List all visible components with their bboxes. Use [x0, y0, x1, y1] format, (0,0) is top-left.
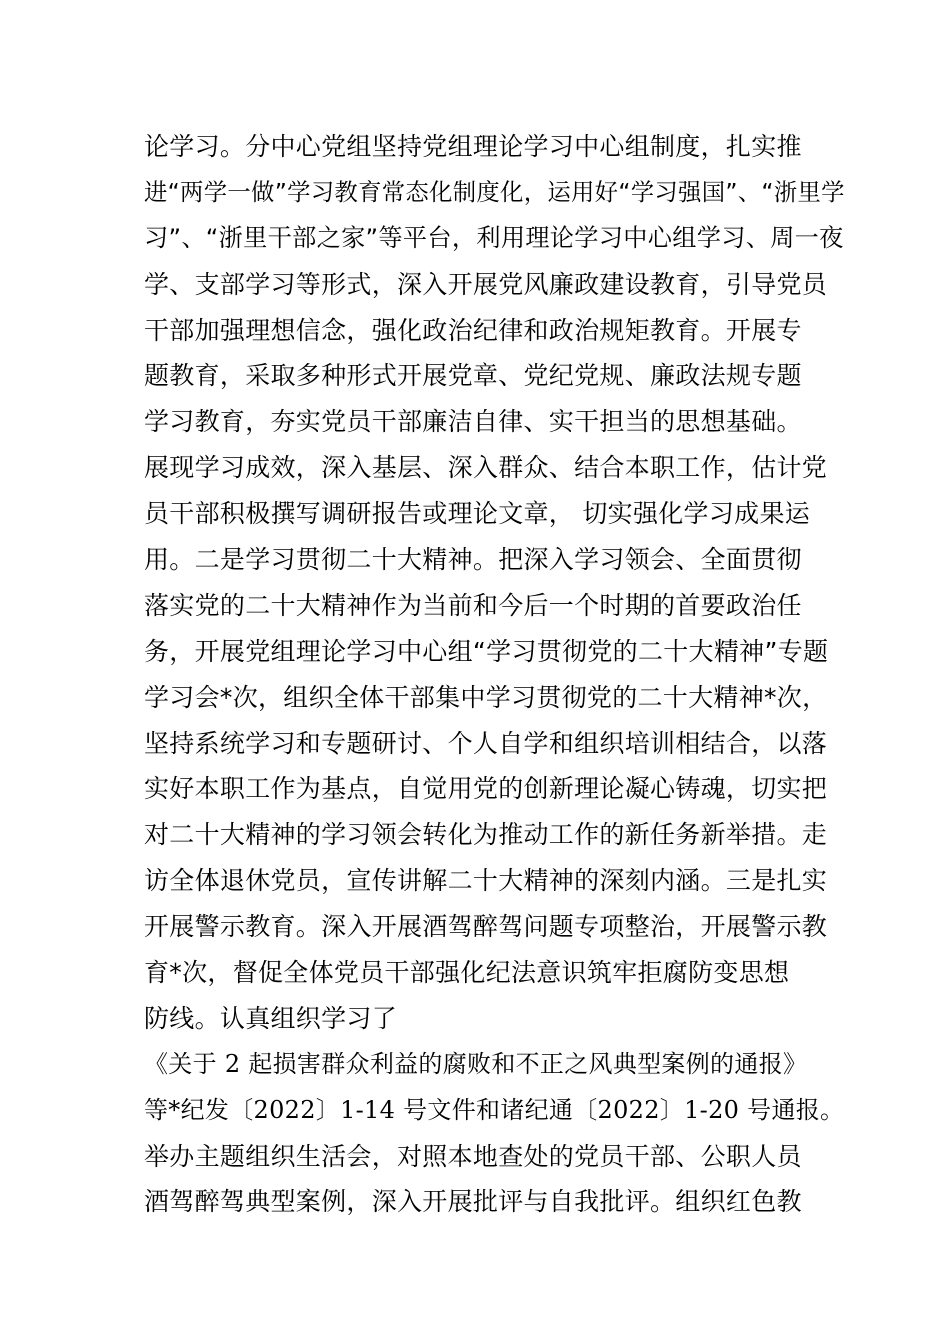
text-line: 题教育，采取多种形式开展党章、党纪党规、廉政法规专题: [144, 361, 802, 391]
text-line: 对二十大精神的学习领会转化为推动工作的新任务新举措。走: [144, 820, 828, 850]
text-line: 员干部积极撰写调研报告或理论文章， 切实强化学习成果运: [144, 499, 811, 529]
text-line: 学习会*次，组织全体干部集中学习贯彻党的二十大精神*次，: [144, 682, 828, 712]
text-line: 学、支部学习等形式，深入开展党风廉政建设教育，引导党员: [144, 269, 828, 299]
body-paragraph: [144, 124, 844, 1225]
document-reference-line: 等*纪发〔2022〕1-14 号文件和诸纪通〔2022〕1-20 号通报。: [144, 1095, 845, 1124]
text-line: 酒驾醉驾典型案例，深入开展批评与自我批评。组织红色教: [144, 1187, 802, 1217]
text-line: 落实党的二十大精神作为当前和今后一个时期的首要政治任: [144, 590, 802, 620]
text-line: 育*次，督促全体党员干部强化纪法意识筑牢拒腐防变思想: [144, 958, 790, 988]
text-line: 干部加强理想信念，强化政治纪律和政治规矩教育。开展专: [144, 315, 802, 345]
text-line: 用。二是学习贯彻二十大精神。把深入学习领会、全面贯彻: [144, 545, 802, 575]
text-line: 实好本职工作为基点，自觉用党的创新理论凝心铸魂，切实把: [144, 774, 828, 804]
text-line: 开展警示教育。深入开展酒驾醉驾问题专项整治，开展警示教: [144, 912, 828, 942]
text-line: 举办主题组织生活会，对照本地查处的党员干部、公职人员: [144, 1141, 802, 1171]
text-line: 习”、“浙里干部之家”等平台，利用理论学习中心组学习、周一夜: [144, 223, 844, 252]
text-line: 坚持系统学习和专题研讨、个人自学和组织培训相结合，以落: [144, 728, 828, 758]
text-line: 访全体退休党员，宣传讲解二十大精神的深刻内涵。三是扎实: [144, 866, 828, 896]
text-line: 防线。认真组织学习了: [144, 1003, 398, 1033]
text-line: 展现学习成效，深入基层、深入群众、结合本职工作，估计党: [144, 453, 828, 483]
text-line: 务，开展党组理论学习中心组“学习贯彻党的二十大精神”专题: [144, 636, 829, 666]
document-title-citation: 《关于 2 起损害群众利益的腐败和不正之风典型案例的通报》: [144, 1049, 808, 1078]
text-line: 论学习。分中心党组坚持党组理论学习中心组制度，扎实推: [144, 132, 802, 161]
text-line: 进“两学一做”学习教育常态化制度化，运用好“学习强国”、“浙里学: [144, 177, 845, 206]
text-line: 学习教育，夯实党员干部廉洁自律、实干担当的思想基础。: [144, 407, 802, 437]
